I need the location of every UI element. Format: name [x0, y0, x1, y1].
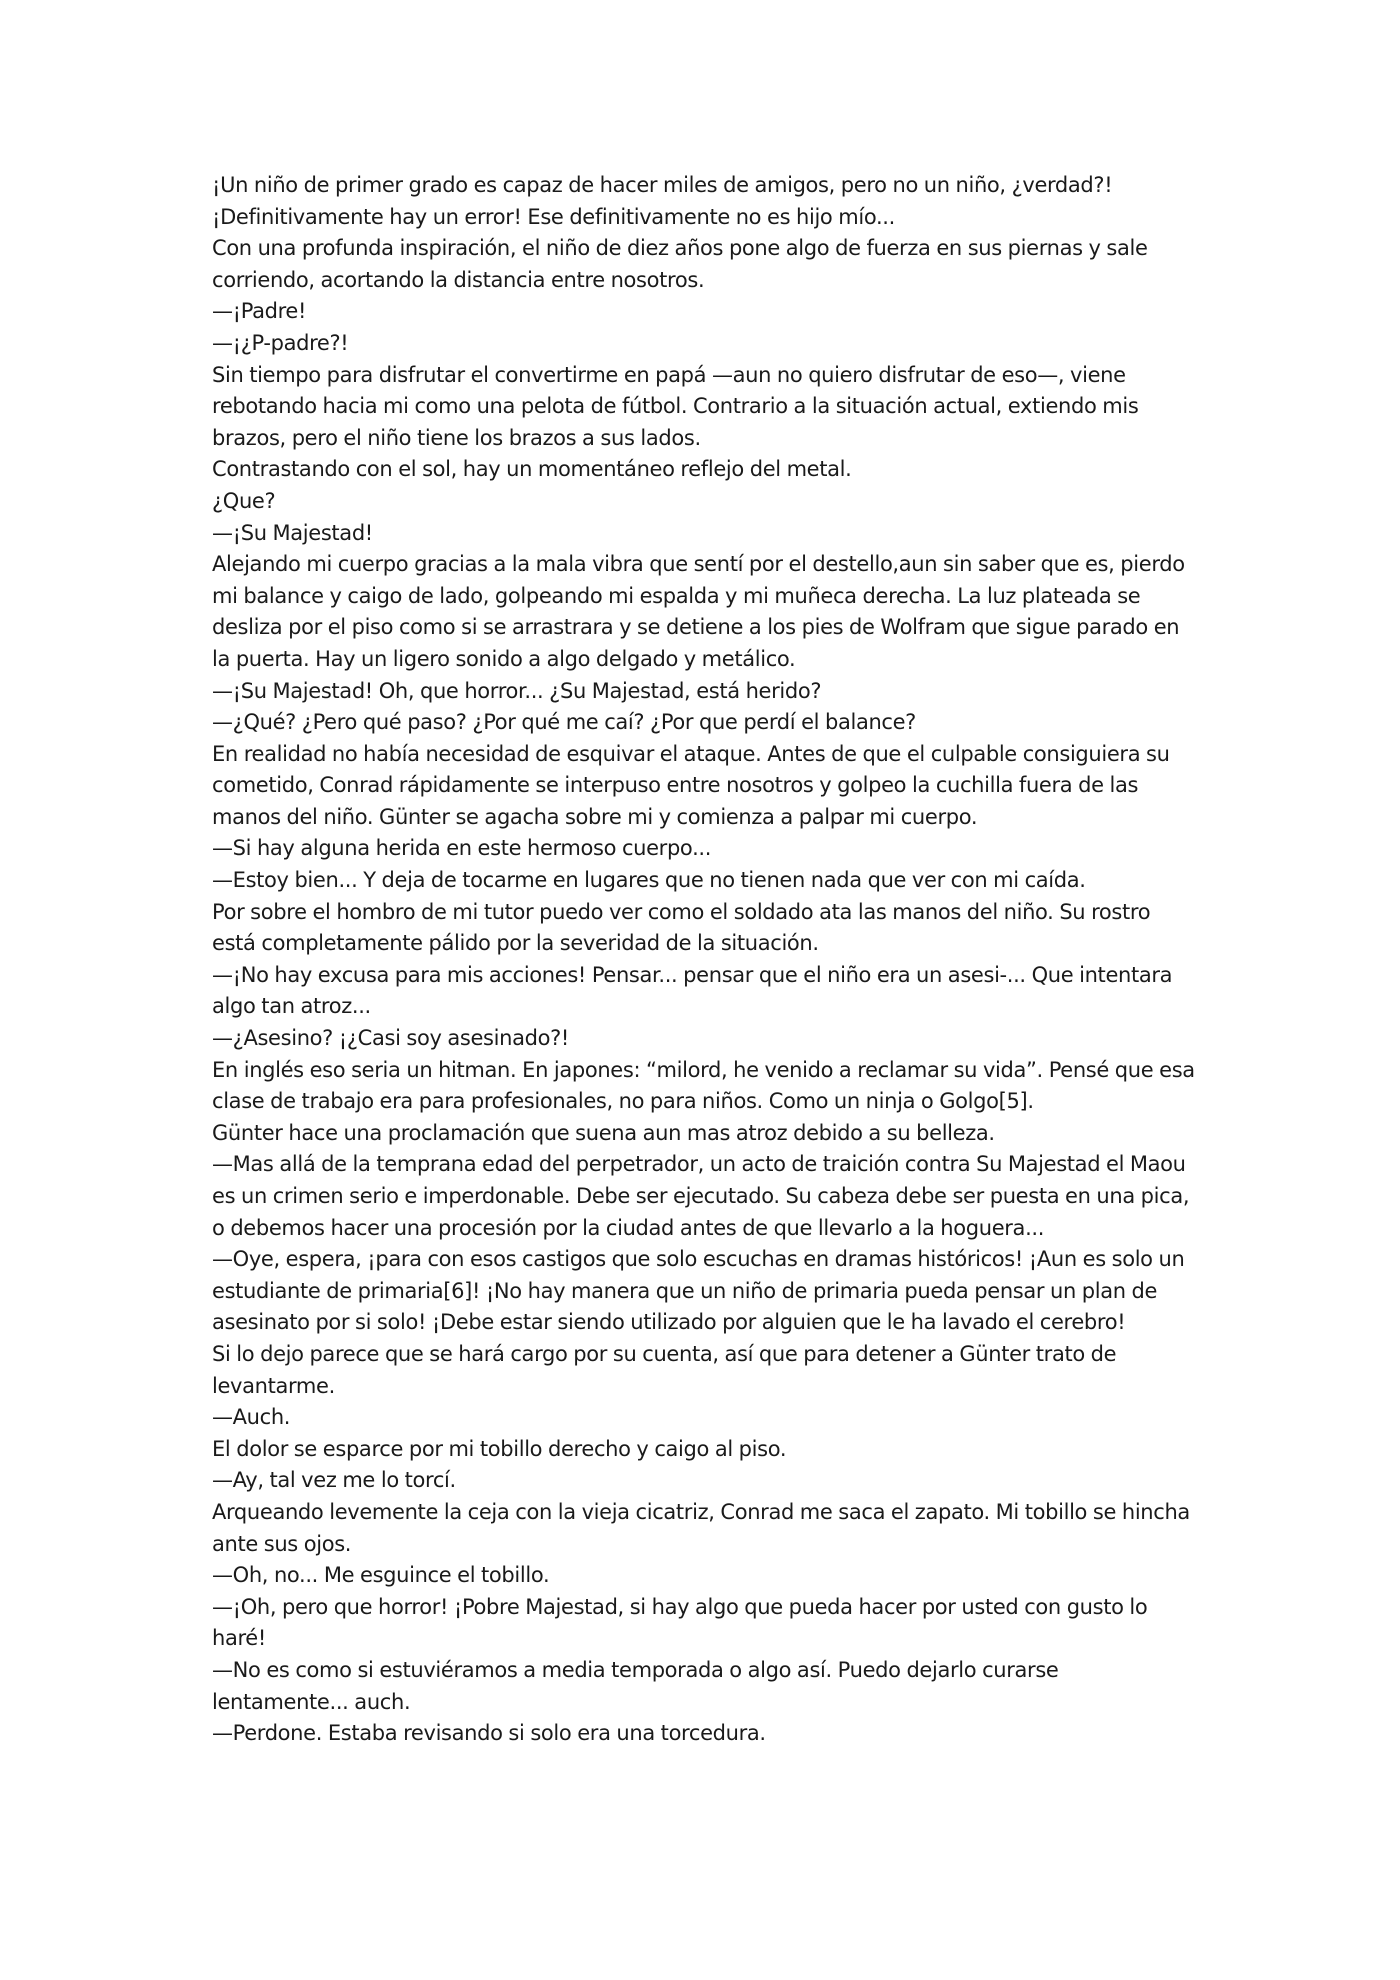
paragraph: —No es como si estuviéramos a media temporada o algo así. Puedo dejarlo curarse lentamente... auch.	[212, 1657, 1059, 1714]
paragraph: —¡Padre!	[212, 299, 307, 324]
paragraph: En realidad no había necesidad de esquivar el ataque. Antes de que el culpable consiguiera su cometido, Conrad rápidamente se interpuso entre nosotros y golpeo la cuchilla fuera de las manos del niño. Günter se agacha sobre mi y comienza a palpar mi cuerpo.	[212, 741, 1170, 829]
paragraph: —Si hay alguna herida en este hermoso cuerpo...	[212, 836, 712, 861]
paragraph: —Perdone. Estaba revisando si solo era una torcedura.	[212, 1721, 766, 1746]
paragraph: Contrastando con el sol, hay un momentáneo reflejo del metal.	[212, 457, 852, 482]
paragraph: ¡Un niño de primer grado es capaz de hacer miles de amigos, pero no un niño, ¿verdad?!	[212, 173, 1113, 197]
paragraph: Con una profunda inspiración, el niño de diez años pone algo de fuerza en sus piernas y sale corriendo, acortando la distancia entre nosotros.	[212, 236, 1148, 292]
paragraph: Sin tiempo para disfrutar el convertirme en papá —aun no quiero disfrutar de eso—, viene rebotando hacia mi como una pelota de fútbol. Contrario a la situación actual, extiendo mis brazos, pero el niño tiene los brazos a sus lados.	[212, 362, 1139, 450]
paragraph: —¿Asesino? ¡¿Casi soy asesinado?!	[212, 1026, 569, 1051]
paragraph: —Estoy bien... Y deja de tocarme en lugares que no tienen nada que ver con mi caída.	[212, 868, 1086, 893]
paragraph: —¡No hay excusa para mis acciones! Pensar... pensar que el niño era un asesi-... Que intentara algo tan atroz...	[212, 962, 1173, 1019]
paragraph: —Ay, tal vez me lo torcí.	[212, 1468, 456, 1493]
paragraph: ¡Definitivamente hay un error! Ese definitivamente no es hijo mío...	[212, 204, 895, 229]
paragraph: —¡Su Majestad! Oh, que horror... ¿Su Majestad, está herido?	[212, 678, 822, 703]
paragraph: El dolor se esparce por mi tobillo derecho y caigo al piso.	[212, 1436, 787, 1461]
paragraph: Por sobre el hombro de mi tutor puedo ver como el soldado ata las manos del niño. Su rostro está completamente pálido por la severidad de la situación.	[212, 899, 1151, 956]
paragraph: En inglés eso seria un hitman. En japones: “milord, he venido a reclamar su vida”. Pensé que esa clase de trabajo era para profesionales, no para niños. Como un ninja o Golgo[5].	[212, 1057, 1195, 1114]
body-text	[212, 170, 1197, 1750]
paragraph: Arqueando levemente la ceja con la vieja cicatriz, Conrad me saca el zapato. Mi tobillo se hincha ante sus ojos.	[212, 1499, 1190, 1556]
paragraph: —¡¿P-padre?!	[212, 330, 349, 355]
paragraph: —¿Qué? ¿Pero qué paso? ¿Por qué me caí? ¿Por que perdí el balance?	[212, 710, 916, 735]
paragraph: —Auch.	[212, 1405, 291, 1430]
paragraph: —¡Oh, pero que horror! ¡Pobre Majestad, si hay algo que pueda hacer por usted con gusto lo haré!	[212, 1594, 1148, 1651]
paragraph: —Oh, no... Me esguince el tobillo.	[212, 1563, 550, 1588]
paragraph: ¿Que?	[212, 488, 276, 513]
paragraph: —Mas allá de la temprana edad del perpetrador, un acto de traición contra Su Majestad el Maou es un crimen serio e imperdonable. Debe ser ejecutado. Su cabeza debe ser puesta en una pica, o debemos hacer una procesión por la ciudad antes de que llevarlo a la hoguera...	[212, 1152, 1190, 1240]
paragraph: —¡Su Majestad!	[212, 520, 373, 545]
paragraph: Alejando mi cuerpo gracias a la mala vibra que sentí por el destello,aun sin saber que es, pierdo mi balance y caigo de lado, golpeando mi espalda y mi muñeca derecha. La luz plateada se desliza por el piso como si se arrastrara y se detiene a los pies de Wolfram que sigue parado en la puerta. Hay un ligero sonido a algo delgado y metálico.	[212, 552, 1185, 671]
paragraph: Si lo dejo parece que se hará cargo por su cuenta, así que para detener a Günter trato de levantarme.	[212, 1341, 1117, 1398]
paragraph: Günter hace una proclamación que suena aun mas atroz debido a su belleza.	[212, 1120, 995, 1145]
paragraph: —Oye, espera, ¡para con esos castigos que solo escuchas en dramas históricos! ¡Aun es solo un estudiante de primaria[6]! ¡No hay manera que un niño de primaria pueda pensar un plan de asesinato por si solo! ¡Debe estar siendo utilizado por alguien que le ha lavado el cerebro!	[212, 1247, 1185, 1335]
